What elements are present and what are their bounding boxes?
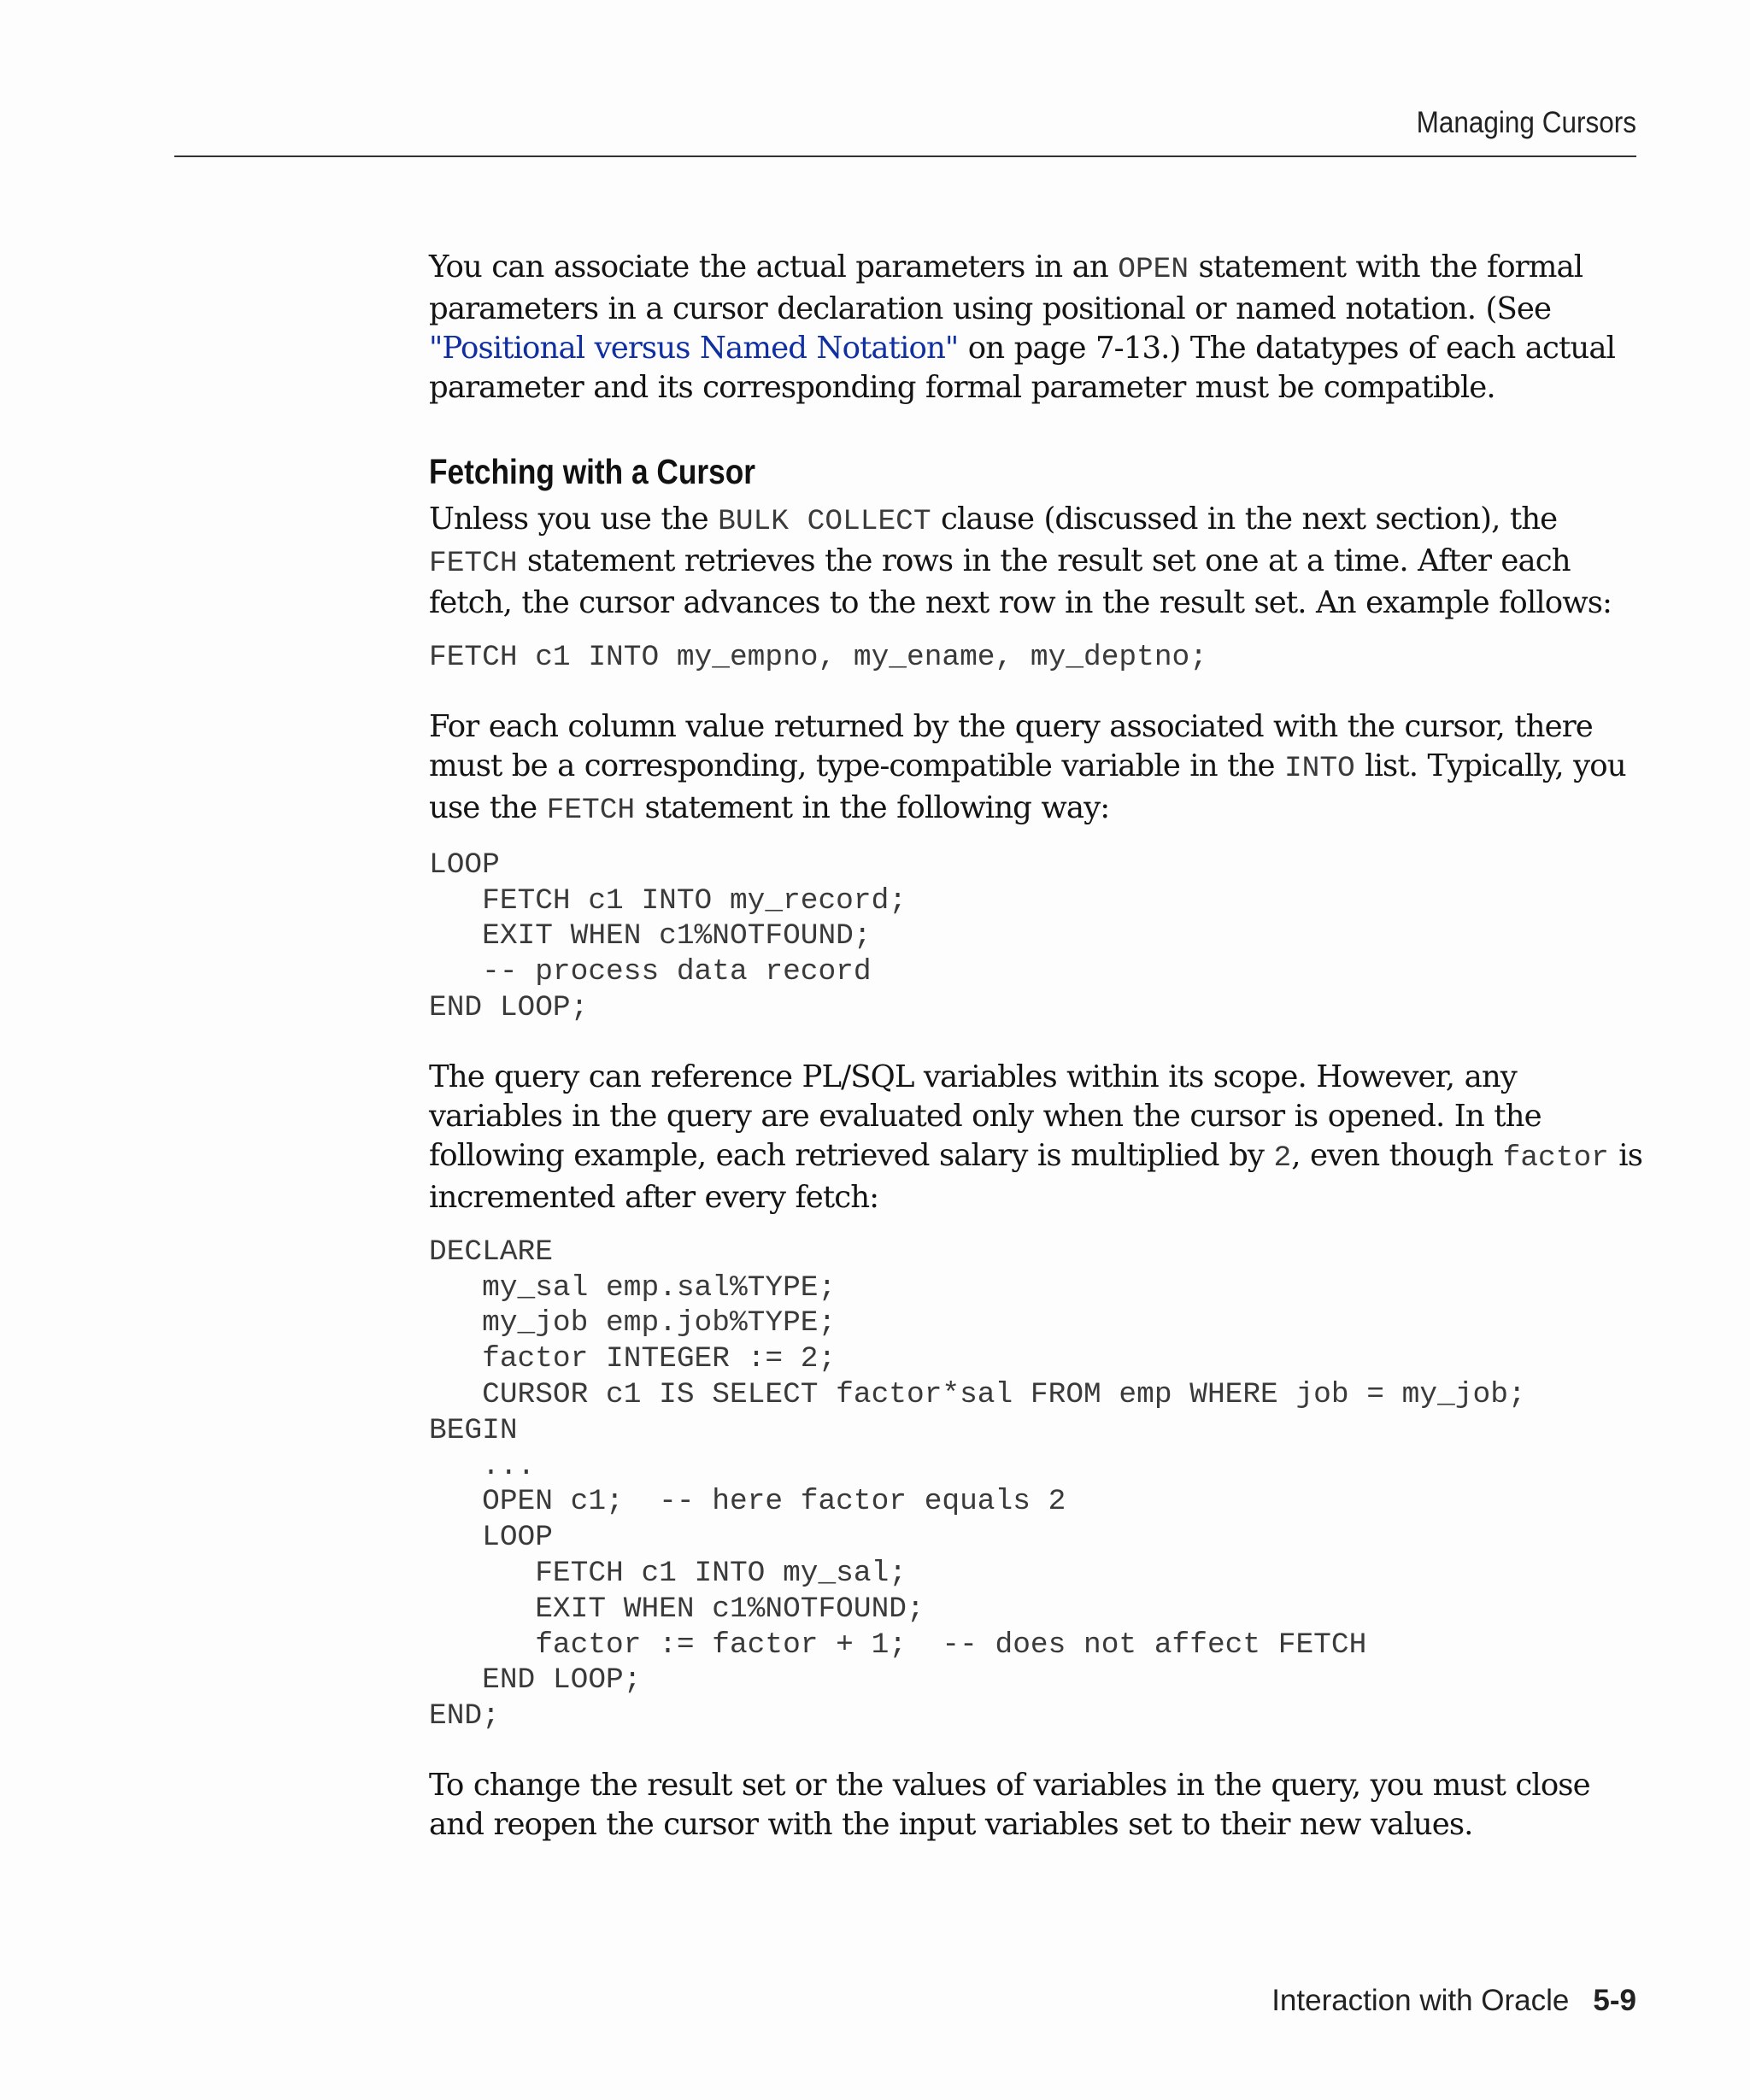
footer-chapter-title: Interaction with Oracle bbox=[1271, 1984, 1570, 2017]
code-line: FETCH c1 INTO my_empno, my_ename, my_deptno; bbox=[429, 641, 1207, 674]
code-line: EXIT WHEN c1%NOTFOUND; bbox=[429, 1592, 925, 1626]
page-number: 5-9 bbox=[1593, 1984, 1636, 2017]
code-example-1 bbox=[429, 640, 1642, 676]
code-line: CURSOR c1 IS SELECT factor*sal FROM emp WHERE job = my_job; bbox=[429, 1377, 1526, 1411]
code-line: OPEN c1; -- here factor equals 2 bbox=[429, 1485, 1066, 1519]
code-line: EXIT WHEN c1%NOTFOUND; bbox=[429, 919, 872, 953]
code-example-3 bbox=[429, 1235, 1642, 1734]
intro-text-1: You can associate the actual parameters in an bbox=[429, 249, 1119, 284]
code-line: END LOOP; bbox=[429, 1663, 642, 1698]
inline-code-into: INTO bbox=[1283, 751, 1355, 785]
running-header-title: Managing Cursors bbox=[1416, 106, 1636, 139]
code-line: ... bbox=[429, 1449, 536, 1483]
inline-code-open: OPEN bbox=[1118, 253, 1189, 286]
code-line: END LOOP; bbox=[429, 990, 589, 1024]
code-line: factor INTEGER := 2; bbox=[429, 1342, 837, 1376]
code-line: FETCH c1 INTO my_sal; bbox=[429, 1556, 907, 1590]
code-line: -- process data record bbox=[429, 955, 872, 989]
p3-text-2: , even though bbox=[1291, 1137, 1503, 1173]
code-line: END; bbox=[429, 1699, 500, 1733]
p2-text-2: list. Typically, you use the bbox=[429, 748, 1626, 825]
code-line: DECLARE bbox=[429, 1235, 553, 1269]
fetch-paragraph-3 bbox=[429, 1058, 1642, 1217]
p3-text-1: The query can reference PL/SQL variables within its scope. However, any variables in the query are evaluated only when the cursor is opened. In the following example, each retrieved salary is multiplied by bbox=[429, 1059, 1542, 1173]
inline-code-fetch: FETCH bbox=[429, 547, 518, 580]
header-rule bbox=[174, 155, 1636, 157]
p3-text-3: is incremented after every fetch: bbox=[429, 1137, 1643, 1215]
code-example-2 bbox=[429, 848, 1642, 1026]
code-line: my_job emp.job%TYPE; bbox=[429, 1306, 837, 1340]
fetch-paragraph-1 bbox=[429, 500, 1642, 623]
intro-paragraph bbox=[429, 248, 1642, 408]
p1-text-1: Unless you use the bbox=[429, 502, 719, 537]
cross-reference-link[interactable]: "Positional versus Named Notation" bbox=[429, 331, 959, 366]
fetch-paragraph-2 bbox=[429, 707, 1642, 830]
inline-code-factor: factor bbox=[1502, 1141, 1609, 1175]
code-line: my_sal emp.sal%TYPE; bbox=[429, 1270, 837, 1305]
inline-code-fetch: FETCH bbox=[546, 793, 636, 827]
inline-code-two: 2 bbox=[1273, 1141, 1292, 1175]
section-heading: Fetching with a Cursor bbox=[429, 452, 756, 491]
p2-text-1: For each column value returned by the query associated with the cursor, there must be a corresponding, type-compatible variable in the bbox=[429, 708, 1593, 783]
page-footer bbox=[1271, 1984, 1636, 2018]
inline-code-bulk-collect: BULK COLLECT bbox=[718, 505, 931, 538]
code-line: LOOP bbox=[429, 848, 500, 882]
code-line: FETCH c1 INTO my_record; bbox=[429, 883, 907, 918]
intro-text-3: on page 7-13.) The datatypes of each actual parameter and its corresponding formal parameter must be compatible. bbox=[429, 331, 1616, 405]
closing-paragraph: To change the result set or the values of variables in the query, you must close and reopen the cursor with the input variables set to their new values. bbox=[429, 1767, 1590, 1842]
p1-text-2: clause (discussed in the next section), the bbox=[931, 502, 1558, 537]
intro-text-2: statement with the formal parameters in a cursor declaration using positional or named notation. (See bbox=[429, 249, 1583, 326]
code-line: BEGIN bbox=[429, 1413, 518, 1447]
p1-text-3: statement retrieves the rows in the result set one at a time. After each fetch, the cursor advances to the next row in the result set. An example follows: bbox=[429, 543, 1612, 620]
code-line: LOOP bbox=[429, 1521, 553, 1555]
page-content bbox=[429, 248, 1642, 1845]
p2-text-3: statement in the following way: bbox=[635, 789, 1110, 825]
code-line: factor := factor + 1; -- does not affect FETCH bbox=[429, 1628, 1367, 1662]
